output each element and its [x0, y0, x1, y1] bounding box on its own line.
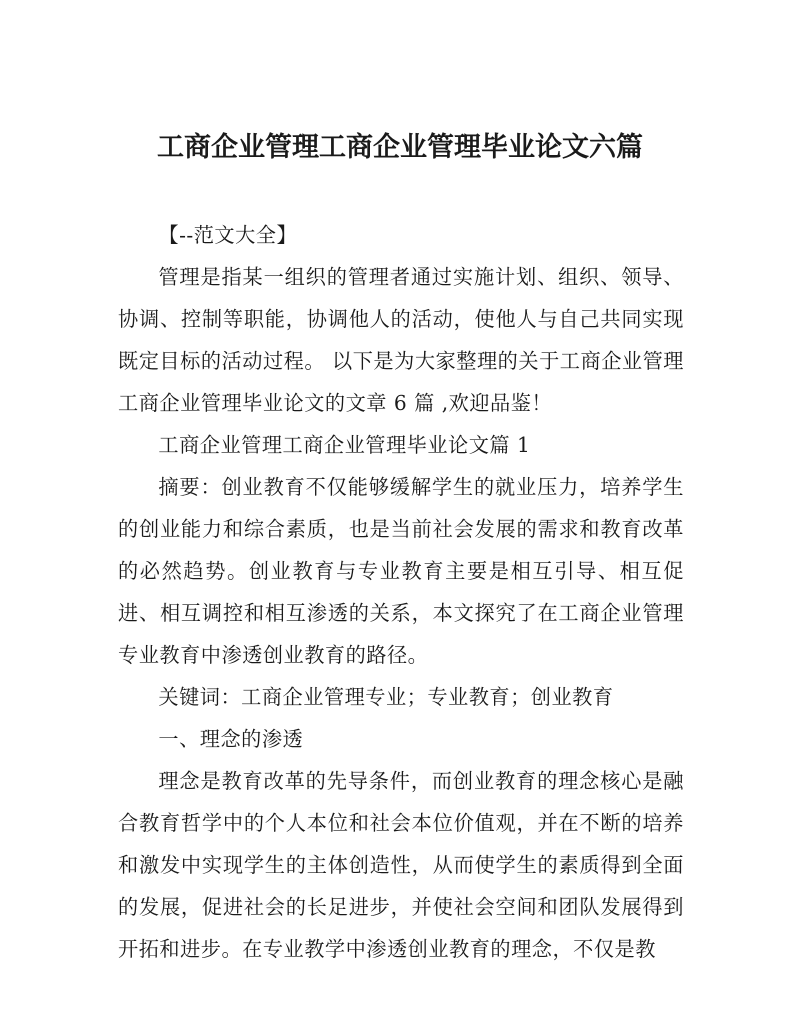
subheading: 一、理念的渗透 — [158, 727, 304, 751]
intro-paragraph: 管理是指某一组织的管理者通过实施计划、组织、领导、协调、控制等职能，协调他人的活动，使他人与自己共同实现既定目标的活动过程。 以下是为大家整理的关于工商企业管理工商企业管理毕业论文的文章 6 篇 ,欢迎品鉴！ — [118, 265, 684, 415]
category-tag: 【--范文大全】 — [158, 223, 298, 247]
section-heading: 工商企业管理工商企业管理毕业论文篇 1 — [158, 433, 531, 457]
document-body — [118, 214, 684, 970]
document-title: 工商企业管理工商企业管理毕业论文六篇 — [157, 132, 643, 163]
keywords-paragraph: 关键词：工商企业管理专业；专业教育；创业教育 — [158, 685, 614, 709]
body-paragraph: 理念是教育改革的先导条件，而创业教育的理念核心是融合教育哲学中的个人本位和社会本位价值观，并在不断的培养和激发中实现学生的主体创造性，从而使学生的素质得到全面的发展，促进社会的长足进步，并使社会空间和团队发展得到开拓和进步。在专业教学中渗透创业教育的理念，不仅是教 — [118, 769, 684, 961]
abstract-paragraph: 摘要：创业教育不仅能够缓解学生的就业压力，培养学生的创业能力和综合素质，也是当前社会发展的需求和教育改革的必然趋势。创业教育与专业教育主要是相互引导、相互促进、相互调控和相互渗透的关系，本文探究了在工商企业管理专业教育中渗透创业教育的路径。 — [118, 475, 684, 667]
